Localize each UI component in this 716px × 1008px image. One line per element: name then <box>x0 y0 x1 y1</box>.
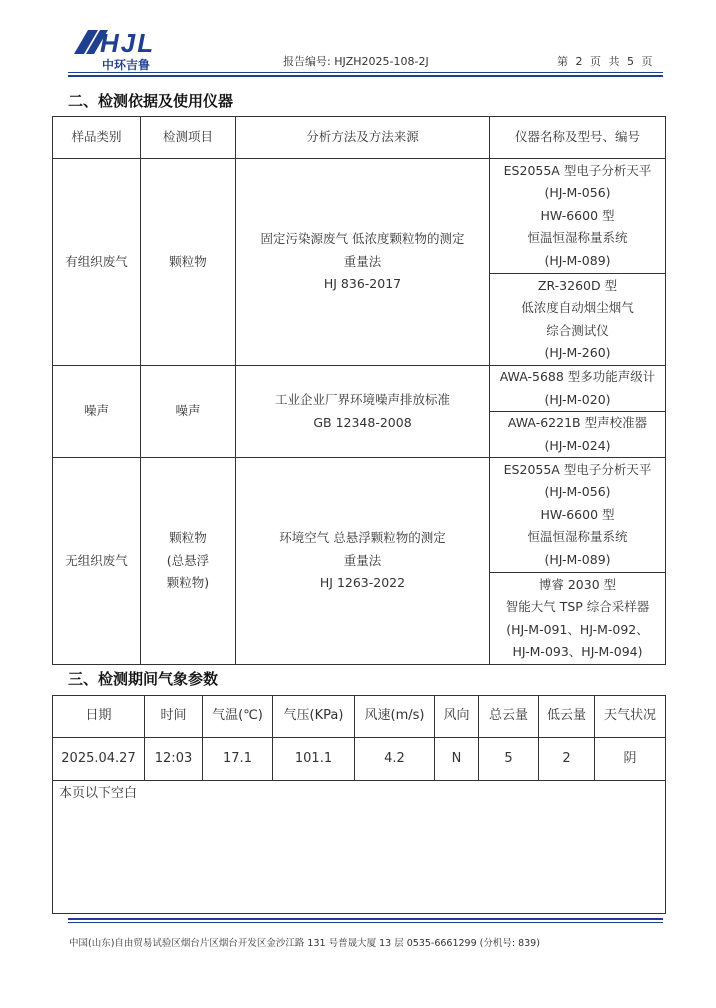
weather-table <box>52 695 666 914</box>
method-source: 工业企业厂界环境噪声排放标准 GB 12348-2008 <box>236 366 490 458</box>
header-divider-thick <box>68 75 663 77</box>
table-cell: 阴 <box>595 738 666 781</box>
test-item: 颗粒物 (总悬浮 颗粒物) <box>141 458 236 665</box>
table-row <box>53 458 666 573</box>
table-cell: 12:03 <box>145 738 203 781</box>
header-cell: 气温(℃) <box>203 696 273 738</box>
test-item: 颗粒物 <box>141 159 236 366</box>
header-cell: 仪器名称及型号、编号 <box>490 117 666 159</box>
header-cell: 时间 <box>145 696 203 738</box>
sample-category: 有组织废气 <box>53 159 141 366</box>
logo-company-name: 中环吉鲁 <box>102 58 151 72</box>
page-indicator: 第 2 页 共 5 页 <box>557 55 655 68</box>
sample-category: 噪声 <box>53 366 141 458</box>
footer-address: 中国(山东)自由贸易试验区烟台片区烟台开发区金沙江路 131 号普晟大厦 13 层 0535-6661299 (分机号: 839) <box>69 938 540 949</box>
instrument-cell: 博睿 2030 型 智能大气 TSP 综合采样器 (HJ-M-091、HJ-M-092、 HJ-M-093、HJ-M-094) <box>490 573 666 665</box>
table-header-row <box>53 117 666 159</box>
test-item: 噪声 <box>141 366 236 458</box>
instrument-cell: AWA-6221B 型声校准器 (HJ-M-024) <box>490 412 666 458</box>
header-cell: 低云量 <box>539 696 595 738</box>
table-header-row <box>53 696 666 738</box>
method-source: 环境空气 总悬浮颗粒物的测定 重量法 HJ 1263-2022 <box>236 458 490 665</box>
header-cell: 日期 <box>53 696 145 738</box>
footer-divider <box>68 922 663 923</box>
table-cell: 2025.04.27 <box>53 738 145 781</box>
header-cell: 检测项目 <box>141 117 236 159</box>
table-cell: 2 <box>539 738 595 781</box>
header-divider <box>68 72 663 73</box>
instrument-cell: ZR-3260D 型 低浓度自动烟尘烟气 综合测试仪 (HJ-M-260) <box>490 274 666 366</box>
table-cell: 17.1 <box>203 738 273 781</box>
sample-category: 无组织废气 <box>53 458 141 665</box>
header-cell: 分析方法及方法来源 <box>236 117 490 159</box>
table-cell: 101.1 <box>273 738 355 781</box>
header-cell: 气压(KPa) <box>273 696 355 738</box>
table-row <box>53 366 666 412</box>
table-cell: 4.2 <box>355 738 435 781</box>
logo-letters: HJL <box>100 28 156 58</box>
header-cell: 天气状况 <box>595 696 666 738</box>
footer-divider-thick <box>68 918 663 920</box>
company-logo <box>70 28 160 72</box>
basis-instruments-table <box>52 116 666 665</box>
header-cell: 样品类别 <box>53 117 141 159</box>
table-row <box>53 738 666 781</box>
table-cell: N <box>435 738 479 781</box>
header-cell: 风向 <box>435 696 479 738</box>
method-source: 固定污染源废气 低浓度颗粒物的测定 重量法 HJ 836-2017 <box>236 159 490 366</box>
header-cell: 风速(m/s) <box>355 696 435 738</box>
instrument-cell: ES2055A 型电子分析天平 (HJ-M-056) HW-6600 型 恒温恒湿称量系统 (HJ-M-089) <box>490 159 666 274</box>
blank-note: 本页以下空白 <box>53 781 666 914</box>
table-row <box>53 781 666 914</box>
instrument-cell: AWA-5688 型多功能声级计 (HJ-M-020) <box>490 366 666 412</box>
instrument-cell: ES2055A 型电子分析天平 (HJ-M-056) HW-6600 型 恒温恒湿称量系统 (HJ-M-089) <box>490 458 666 573</box>
table-cell: 5 <box>479 738 539 781</box>
report-number: 报告编号: HJZH2025-108-2J <box>283 55 429 68</box>
section-title-basis: 二、检测依据及使用仪器 <box>68 92 234 110</box>
header-cell: 总云量 <box>479 696 539 738</box>
section-title-weather: 三、检测期间气象参数 <box>68 670 219 688</box>
table-row <box>53 159 666 274</box>
